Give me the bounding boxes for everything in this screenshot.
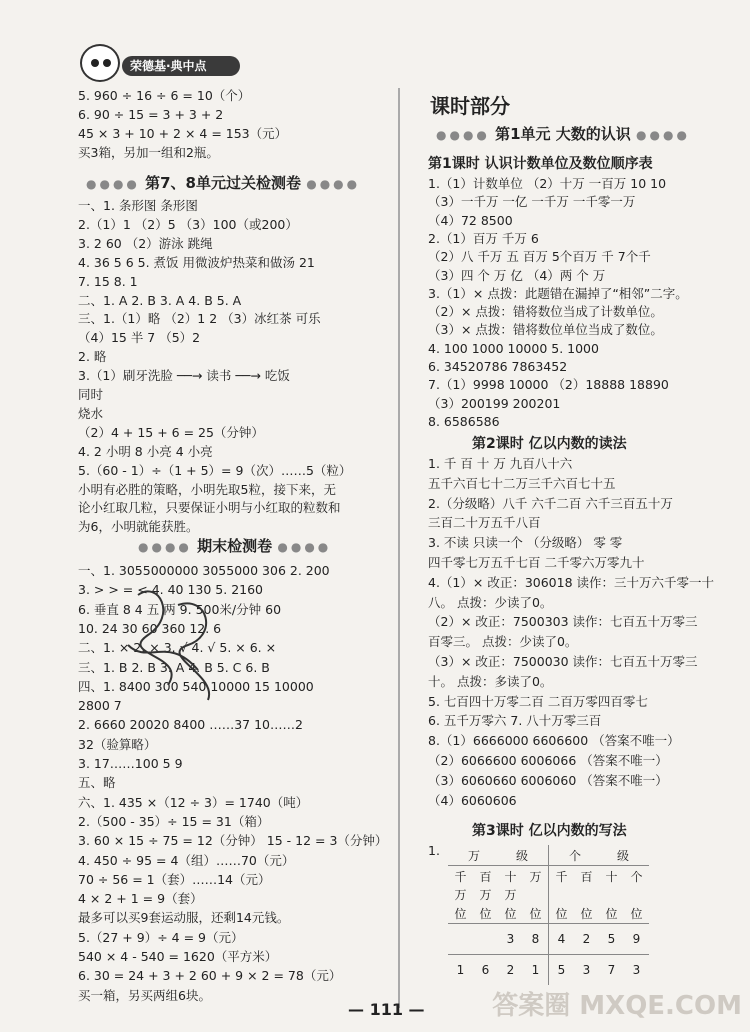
table-cell: 位 — [574, 903, 599, 924]
table-cell: 位 — [549, 903, 575, 924]
answer-line: 4. 36 5 6 5. 煮饭 用微波炉热菜和做汤 21 — [78, 254, 315, 270]
answer-line: 1. 千 百 十 万 九百八十六 — [428, 456, 573, 471]
table-cell: 2 — [574, 924, 599, 955]
table-cell: 百 — [479, 869, 492, 884]
answer-line: 3. > > = < 4. 40 130 5. 2160 — [78, 582, 264, 598]
table-cell: 位 — [599, 903, 624, 924]
table-cell: 4 — [549, 924, 575, 955]
answer-line: 2800 7 — [78, 698, 122, 714]
answer-line: 十。 点拨：多读了0。 — [428, 673, 553, 689]
page-heading: 课时部分 — [430, 94, 510, 118]
table-cell: 万 — [529, 869, 542, 884]
answer-line: 最多可以买9套运动服，还剩14元钱。 — [78, 910, 290, 926]
answer-line: 3.（1）刷牙洗脸 ──→ 读书 ──→ 吃饭 — [78, 368, 290, 384]
answer-line: 6. 90 ÷ 15 = 3 + 3 + 2 — [78, 107, 224, 122]
column-divider — [398, 88, 400, 1008]
table-cell: 千 — [454, 869, 467, 884]
answer-line: （3）200199 200201 — [428, 395, 561, 411]
answer-line: 同时 — [78, 387, 104, 402]
answer-line: 45 × 3 + 10 + 2 × 4 = 153（元） — [78, 126, 288, 141]
answer-line: 五、略 — [78, 775, 116, 791]
answer-line: （3）× 点拨：错将数位单位当成了数位。 — [428, 322, 663, 338]
table-cell — [574, 886, 599, 903]
question-number: 1. — [428, 843, 440, 858]
answer-line: 3. 60 × 15 ÷ 75 = 12（分钟） 15 - 12 = 3（分钟） — [78, 833, 388, 849]
answer-line: 5. 960 ÷ 16 ÷ 6 = 10（个） — [78, 88, 251, 103]
answer-line: 六、1. 435 ×（12 ÷ 3）= 1740（吨） — [78, 794, 309, 810]
answer-line: 1.（1）计数单位 （2）十万 一百万 10 10 — [428, 176, 667, 191]
answer-line: 五千六百七十二万三千六百七十五 — [428, 475, 616, 491]
table-cell: 十 — [504, 869, 517, 884]
mascot-icon — [80, 44, 120, 82]
table-cell: 位 — [448, 903, 473, 924]
table-cell: 万 — [504, 888, 517, 902]
answer-line: 8. 6586586 — [428, 413, 500, 429]
table-cell: 2 — [506, 963, 515, 977]
table-cell — [448, 924, 473, 955]
answer-line: 5.（27 + 9）÷ 4 = 9（元） — [78, 929, 244, 945]
table-cell: 5 — [599, 924, 624, 955]
table-cell: 万 — [479, 888, 492, 902]
answer-line: 2.（分级略）八千 六千二百 六千三百五十万 — [428, 495, 673, 511]
answer-line: 4. 450 ÷ 95 = 4（组）……70（元） — [78, 852, 295, 868]
table-cell: 8 — [523, 924, 549, 955]
table-cell: 3 — [632, 963, 641, 977]
table-cell: 位 — [624, 903, 649, 924]
place-value-table — [448, 845, 649, 985]
table-cell: 百 — [580, 869, 593, 884]
answer-line: 4 × 2 + 1 = 9（套） — [78, 891, 203, 907]
answer-line: （3）× 改正：7500030 读作：七百五十万零三 — [428, 654, 698, 669]
answer-line: （4）15 半 7 （5）2 — [78, 330, 201, 346]
answer-line: （4）6060606 — [428, 792, 517, 808]
answer-line: 百零三。 点拨：少读了0。 — [428, 634, 578, 650]
handwriting-scribble — [118, 575, 248, 710]
table-cell: 位 — [473, 903, 498, 924]
answer-line: （2）6066600 6006066 （答案不唯一） — [428, 753, 668, 768]
section-title: ●●●● 第7、8单元过关检测卷 ●●●● — [86, 174, 361, 192]
answer-line: 10. 24 30 60 360 12. 6 — [78, 620, 222, 636]
answer-line: 二、1. × 2. × 3. √ 4. √ 5. × 6. × — [78, 640, 277, 656]
answer-line: 3.（1）× 点拨：此题错在漏掉了“相邻”二字。 — [428, 285, 688, 301]
table-cell — [473, 924, 498, 955]
answer-line: （3）6060660 6006060 （答案不唯一） — [428, 772, 668, 788]
level-wan: 万 级 — [448, 845, 549, 866]
logo-text: 荣德基·典中点 — [130, 59, 207, 73]
answer-line: （3）一千万 一亿 一千万 一千零一万 — [428, 194, 636, 210]
answer-line: 三、1.（1）略 （2）1 2 （3）冰红茶 可乐 — [78, 311, 321, 327]
answer-line: （2）八 千万 五 百万 5个百万 千 7个千 — [428, 249, 651, 265]
section-title: ●●●● 期末检测卷 ●●●● — [138, 537, 332, 555]
table-cell: 9 — [624, 924, 649, 955]
answer-line: 6. 30 = 24 + 3 + 2 60 + 9 × 2 = 78（元） — [78, 968, 342, 984]
table-cell: 万 — [454, 888, 467, 902]
answer-line: 烧水 — [78, 405, 104, 421]
answer-line: 八。 点拨：少读了0。 — [428, 594, 553, 610]
answer-line: 3. 不读 只读一个 （分级略） 零 零 — [428, 535, 623, 551]
answer-line: 三、1. B 2. B 3. A 4. B 5. C 6. B — [78, 659, 270, 675]
answer-line: （4）72 8500 — [428, 212, 513, 228]
answer-line: 5.（60 - 1）÷（1 + 5）= 9（次）……5（粒） — [78, 462, 352, 478]
answer-line: 四千零七万五千七百 二千零六万零九十 — [428, 555, 645, 570]
answer-line: （2）4 + 15 + 6 = 25（分钟） — [78, 424, 264, 440]
answer-line: 3. 2 60 （2）游泳 跳绳 — [78, 235, 213, 251]
answer-line: 4.（1）× 改正：306018 读作：三十万六千零一十 — [428, 574, 715, 590]
answer-line: 论小红取几粒，只要保证小明与小红取的粒数和 — [78, 500, 341, 516]
answer-line: 买3箱，另加一组和2瓶。 — [78, 145, 219, 160]
lesson-title: 第3课时 亿以内数的写法 — [472, 823, 627, 839]
answer-line: 6. 垂直 8 4 五 两 9. 500米/分钟 60 — [78, 601, 282, 617]
answer-line: 2. 略 — [78, 349, 107, 365]
answer-line: 为6，小明就能获胜。 — [78, 519, 199, 535]
answer-line: 2. 6660 20020 8400 ……37 10……2 — [78, 717, 303, 733]
brand-logo — [80, 44, 245, 82]
answer-line: 三百二十万五千八百 — [428, 515, 541, 531]
table-cell: 十 — [605, 869, 618, 884]
table-cell — [599, 886, 624, 903]
answer-line: 70 ÷ 56 = 1（套）……14（元） — [78, 871, 271, 887]
lesson-title: 第1课时 认识计数单位及数位顺序表 — [428, 156, 653, 172]
answer-line: 2.（500 - 35）÷ 15 = 31（箱） — [78, 813, 270, 829]
answer-line: 5. 七百四十万零二百 二百万零四百零七 — [428, 693, 648, 709]
answer-line: 6. 34520786 7863452 — [428, 359, 568, 374]
answer-line: 8.（1）6666000 6606600 （答案不唯一） — [428, 733, 680, 749]
answer-line: 一、1. 3055000000 3055000 306 2. 200 — [78, 563, 330, 578]
table-cell: 5 — [549, 955, 575, 986]
answer-line: 2.（1）1 （2）5 （3）100（或200） — [78, 216, 298, 232]
level-ge: 个 级 — [549, 845, 650, 866]
answer-line: 四、1. 8400 300 540 10000 15 10000 — [78, 678, 314, 694]
answer-line: （3）四 个 万 亿 （4）两 个 万 — [428, 267, 606, 283]
answer-line: 2.（1）百万 千万 6 — [428, 230, 539, 246]
table-cell: 个 — [630, 869, 643, 884]
table-cell: 1 — [456, 963, 465, 977]
lesson-title: 第2课时 亿以内数的读法 — [472, 436, 627, 452]
table-cell: 位 — [498, 903, 523, 924]
answer-line: （2）× 点拨：错将数位当成了计数单位。 — [428, 304, 663, 320]
answer-line: 4. 2 小明 8 小亮 4 小亮 — [78, 443, 213, 459]
table-cell: 7 — [607, 963, 616, 977]
table-cell: 6 — [481, 963, 490, 977]
table-cell: 1 — [531, 963, 540, 977]
table-cell: 3 — [498, 924, 523, 955]
answer-line: 4. 100 1000 10000 5. 1000 — [428, 340, 599, 356]
table-cell — [549, 886, 575, 903]
table-cell: 3 — [582, 963, 591, 977]
answer-line: 7. 15 8. 1 — [78, 273, 138, 289]
answer-line: 3. 17……100 5 9 — [78, 756, 183, 771]
answer-line: 540 × 4 - 540 = 1620（平方米） — [78, 949, 278, 964]
unit-title: ●●●● 第1单元 大数的认识 ●●●● — [436, 125, 690, 143]
page-number: — 111 — — [348, 1000, 425, 1019]
answer-line: 买一箱，另买两组6块。 — [78, 987, 211, 1003]
table-cell — [624, 886, 649, 903]
table-cell: 位 — [523, 903, 549, 924]
answer-line: 一、1. 条形图 条形图 — [78, 198, 198, 213]
answer-line: 小明有必胜的策略，小明先取5粒，接下来，无 — [78, 481, 336, 497]
answer-line: （2）× 改正：7500303 读作：七百五十万零三 — [428, 614, 698, 630]
answer-line: 32（验算略） — [78, 736, 157, 752]
answer-line: 6. 五千万零六 7. 八十万零三百 — [428, 713, 602, 729]
answer-line: 二、1. A 2. B 3. A 4. B 5. A — [78, 292, 242, 308]
watermark: 答案圈 MXQE.COM — [492, 991, 742, 1021]
answer-line: 7.（1）9998 10000 （2）18888 18890 — [428, 377, 669, 393]
table-cell — [523, 886, 549, 903]
table-cell: 千 — [549, 866, 575, 887]
